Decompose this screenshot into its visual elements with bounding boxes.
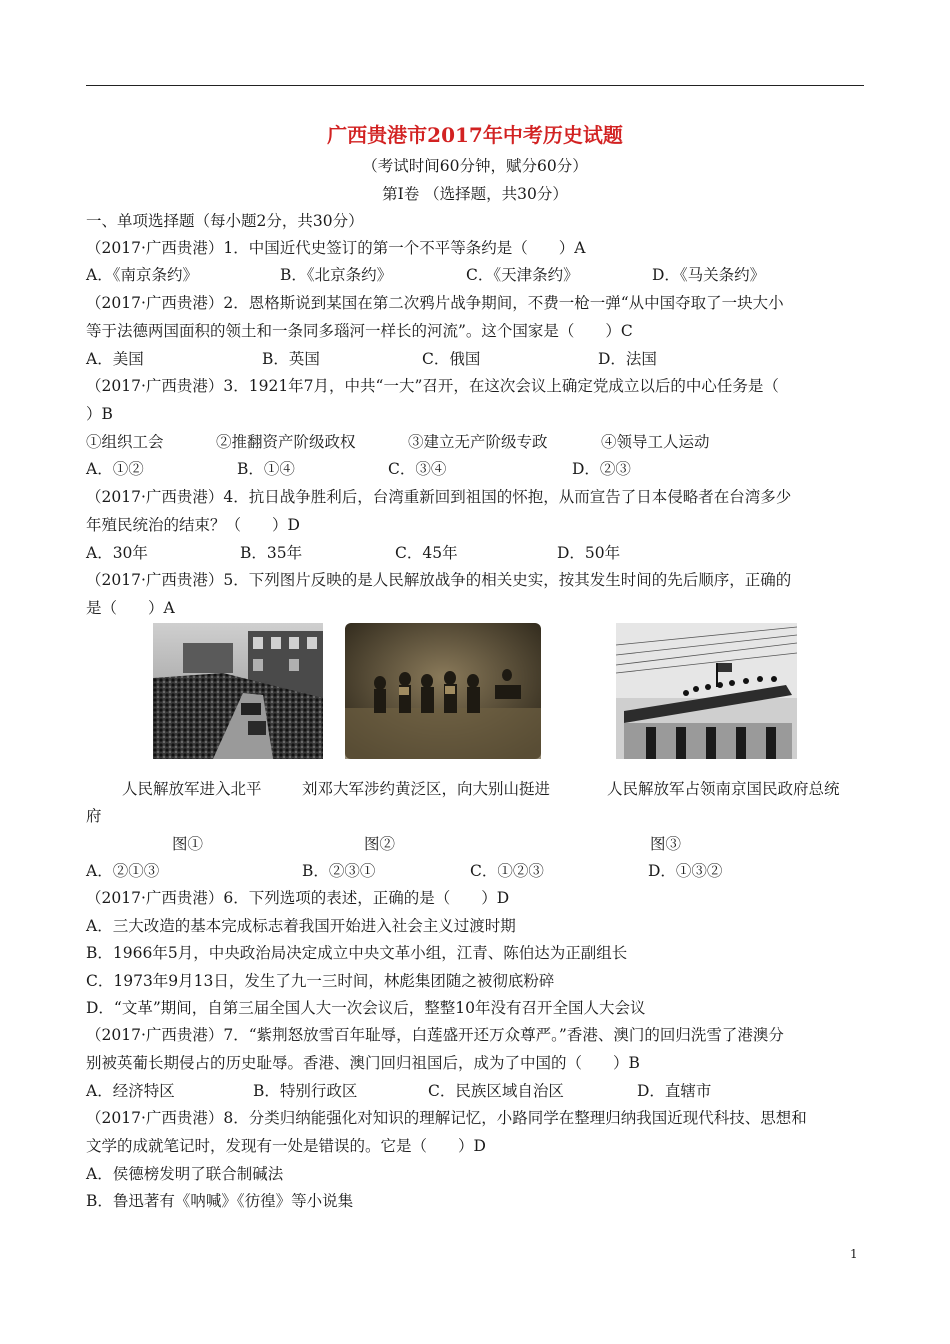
q3-item-4: ④领导工人运动: [601, 433, 710, 451]
q3-item-3: ③建立无产阶级专政: [408, 433, 548, 451]
q5-option-d: D．①③②: [648, 862, 723, 880]
q6-option-a: A．三大改造的基本完成标志着我国开始进入社会主义过渡时期: [86, 917, 516, 935]
q7-option-d: D．直辖市: [637, 1082, 712, 1100]
q8-option-b: B．鲁迅著有《呐喊》《彷徨》等小说集: [86, 1192, 354, 1210]
question-6-stem: （2017·广西贵港）6．下列选项的表述，正确的是（ ）D: [86, 889, 510, 907]
question-3-stem-line2: ）B: [86, 405, 113, 423]
q5-option-c: C．①②③: [470, 862, 544, 880]
q4-option-d: D．50年: [557, 544, 621, 562]
question-5-stem-line2: 是（ ）A: [86, 599, 175, 617]
q2-option-a: A．美国: [86, 350, 144, 368]
q4-option-c: C．45年: [395, 544, 458, 562]
question-4-stem-line2: 年殖民统治的结束？（ ）D: [86, 516, 300, 534]
q8-option-a: A．侯德榜发明了联合制碱法: [86, 1165, 284, 1183]
page-title: 广西贵港市2017年中考历史试题: [327, 123, 623, 147]
part-heading: 第Ⅰ卷 （选择题，共30分）: [382, 185, 568, 203]
q1-option-d: D．《马关条约》: [652, 266, 766, 284]
photo-1-caption: 人民解放军进入北平: [122, 780, 262, 798]
q7-option-c: C．民族区域自治区: [428, 1082, 564, 1100]
q1-option-a: A．《南京条约》: [86, 266, 198, 284]
question-8-stem-line2: 文学的成就笔记时，发现有一处是错误的。它是（ ）D: [86, 1137, 486, 1155]
section-heading: 一、单项选择题（每小题2分，共30分）: [86, 212, 364, 230]
q7-option-a: A．经济特区: [86, 1082, 175, 1100]
question-7-stem-line1: （2017·广西贵港）7．“紫荆怒放雪百年耻辱，白莲盛开还万众尊严。”香港、澳门的回归洗雪了港澳分: [86, 1026, 784, 1044]
photo-liu-deng-army-march: [345, 623, 541, 759]
q2-option-c: C．俄国: [422, 350, 481, 368]
q3-option-a: A．①②: [86, 460, 144, 478]
photo-3-caption-tail: 府: [86, 807, 102, 825]
question-2-stem-line1: （2017·广西贵港）2．恩格斯说到某国在第二次鸦片战争期间，不费一枪一弹“从中国夺取了一块大小: [86, 294, 784, 312]
q6-option-c: C．1973年9月13日，发生了九一三时间，林彪集团随之被彻底粉碎: [86, 972, 555, 990]
q2-option-d: D．法国: [598, 350, 657, 368]
q4-option-a: A．30年: [86, 544, 148, 562]
figure-1-label: 图①: [172, 835, 204, 853]
q3-option-d: D．②③: [572, 460, 631, 478]
q6-option-b: B．1966年5月，中央政治局决定成立中央文革小组，江青、陈伯达为正副组长: [86, 944, 628, 962]
exam-info: （考试时间60分钟，赋分60分）: [362, 157, 588, 175]
q3-item-1: ①组织工会: [86, 433, 164, 451]
q1-option-b: B．《北京条约》: [280, 266, 393, 284]
figure-2-label: 图②: [364, 835, 396, 853]
question-7-stem-line2: 别被英葡长期侵占的历史耻辱。香港、澳门回归祖国后，成为了中国的（ ）B: [86, 1054, 640, 1072]
figure-3-label: 图③: [650, 835, 682, 853]
question-3-stem-line1: （2017·广西贵港）3．1921年7月，中共“一大”召开，在这次会议上确定党成立以后的中心任务是（: [86, 377, 779, 395]
q3-option-b: B．①④: [237, 460, 295, 478]
q3-option-c: C．③④: [388, 460, 447, 478]
q7-option-b: B．特别行政区: [253, 1082, 358, 1100]
q4-option-b: B．35年: [240, 544, 303, 562]
photo-2-caption: 刘邓大军涉约黄泛区，向大别山挺进: [302, 780, 551, 798]
q3-item-2: ②推翻资产阶级政权: [216, 433, 356, 451]
photo-pla-enters-beiping: [153, 623, 323, 759]
question-8-stem-line1: （2017·广西贵港）8．分类归纳能强化对知识的理解记忆，小路同学在整理归纳我国近现代科技、思想和: [86, 1109, 807, 1127]
question-5-stem-line1: （2017·广西贵港）5．下列图片反映的是人民解放战争的相关史实，按其发生时间的先后顺序，正确的: [86, 571, 792, 589]
q5-option-a: A．②①③: [86, 862, 160, 880]
q6-option-d: D．“文革”期间，自第三届全国人大一次会议后，整整10年没有召开全国人大会议: [86, 999, 646, 1017]
q1-option-c: C．《天津条约》: [466, 266, 579, 284]
question-1-stem: （2017·广西贵港）1．中国近代史签订的第一个不平等条约是（ ）A: [86, 239, 586, 257]
page-number: 1: [850, 1247, 858, 1261]
question-4-stem-line1: （2017·广西贵港）4．抗日战争胜利后，台湾重新回到祖国的怀抱，从而宣告了日本侵略者在台湾多少: [86, 488, 792, 506]
photo-3-caption: 人民解放军占领南京国民政府总统: [607, 780, 840, 798]
q2-option-b: B．英国: [262, 350, 320, 368]
photo-pla-occupies-presidential-palace: [616, 623, 797, 759]
header-rule: [86, 85, 864, 86]
question-2-stem-line2: 等于法德两国面积的领土和一条同多瑙河一样长的河流”。这个国家是（ ）C: [86, 322, 633, 340]
q5-option-b: B．②③①: [302, 862, 376, 880]
